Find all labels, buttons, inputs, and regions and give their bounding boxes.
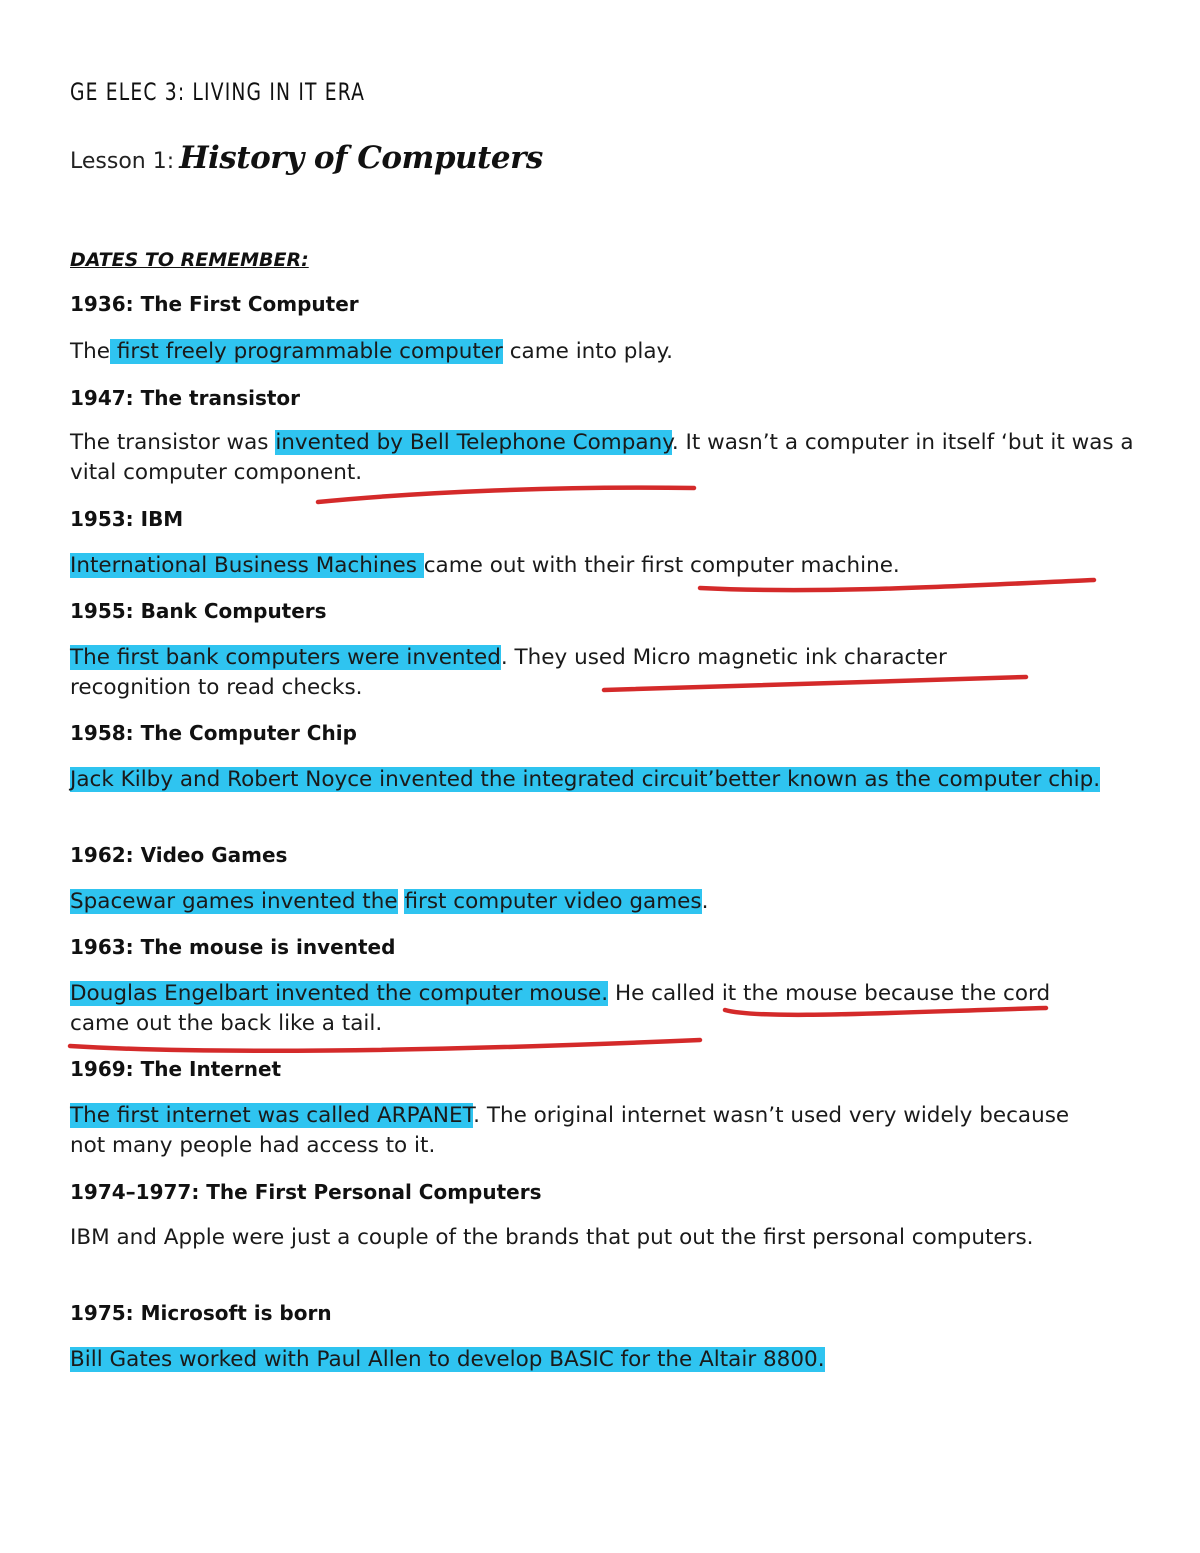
highlighted-text: Douglas Engelbart invented the computer mouse.: [70, 981, 609, 1006]
entry-title: 1963: The mouse is invented: [70, 935, 396, 959]
entry-body: [70, 551, 1140, 581]
entry-body: [70, 887, 1140, 917]
entry-title: 1974–1977: The First Personal Computers: [70, 1180, 542, 1204]
lesson-label: Lesson 1:: [70, 149, 175, 174]
text-run: IBM and Apple were just a couple of the brands that put out the first personal computers.: [70, 1225, 1034, 1250]
entry-title: 1953: IBM: [70, 507, 184, 531]
lesson-title: History of Computers: [179, 140, 543, 176]
highlighted-text: Spacewar games invented the: [70, 889, 398, 914]
highlighted-text: develop BASIC for the Altair 8800.: [456, 1347, 825, 1372]
entry-body: [70, 979, 1060, 1039]
entry-title: 1962: Video Games: [70, 843, 288, 867]
highlighted-text: invented by Bell Telephone Company: [275, 430, 672, 455]
text-run: .: [701, 889, 709, 914]
highlighted-text: Jack Kilby and Robert Noyce invented the integrated circuit’better known as the computer chip.: [70, 767, 1101, 792]
text-run: The transistor was: [70, 430, 276, 455]
highlighted-text: first freely programmable computer: [110, 339, 503, 364]
text-run: He called it the mouse because the cord came out the back like a tail.: [70, 981, 1051, 1036]
highlighted-text: The first internet was called ARPANET: [70, 1103, 474, 1128]
entry-title: 1958: The Computer Chip: [70, 721, 357, 745]
text-run: . They used Micro magnetic ink character recognition to read checks.: [70, 645, 947, 700]
highlighted-text: The first bank computers were invented: [70, 645, 501, 670]
text-run: . The original internet wasn’t used very widely because not many people had access to it.: [70, 1103, 1070, 1158]
pen-underline: [70, 1040, 700, 1051]
entry-body: [70, 428, 1140, 488]
text-run: came out with their first computer machine.: [423, 553, 900, 578]
entry-title: 1969: The Internet: [70, 1057, 282, 1081]
entry-title: 1947: The transistor: [70, 386, 301, 410]
entry-body: [70, 643, 1020, 703]
entry-body: [70, 1223, 1110, 1253]
highlighted-text: Bill Gates worked with Paul Allen to: [70, 1347, 457, 1372]
course-title: GE ELEC 3: LIVING IN IT ERA: [70, 78, 366, 106]
text-run: . It wasn’t a computer in itself ‘but it was a vital computer component.: [70, 430, 1134, 485]
entry-title: 1936: The First Computer: [70, 292, 359, 316]
entry-title: 1975: Microsoft is born: [70, 1301, 332, 1325]
highlighted-text: first computer video games: [404, 889, 702, 914]
highlighted-text: International Business Machines: [70, 553, 424, 578]
entry-body: [70, 1101, 1100, 1161]
entry-body: [70, 1345, 1140, 1375]
lesson-heading: [70, 140, 543, 176]
pen-underline: [318, 488, 694, 502]
entry-title: 1955: Bank Computers: [70, 599, 327, 623]
text-run: The: [70, 339, 110, 364]
entry-body: [70, 765, 1110, 795]
entry-body: [70, 337, 1140, 367]
section-heading: DATES TO REMEMBER:: [70, 249, 309, 271]
pen-underline: [700, 580, 1094, 590]
text-run: came into play.: [502, 339, 674, 364]
